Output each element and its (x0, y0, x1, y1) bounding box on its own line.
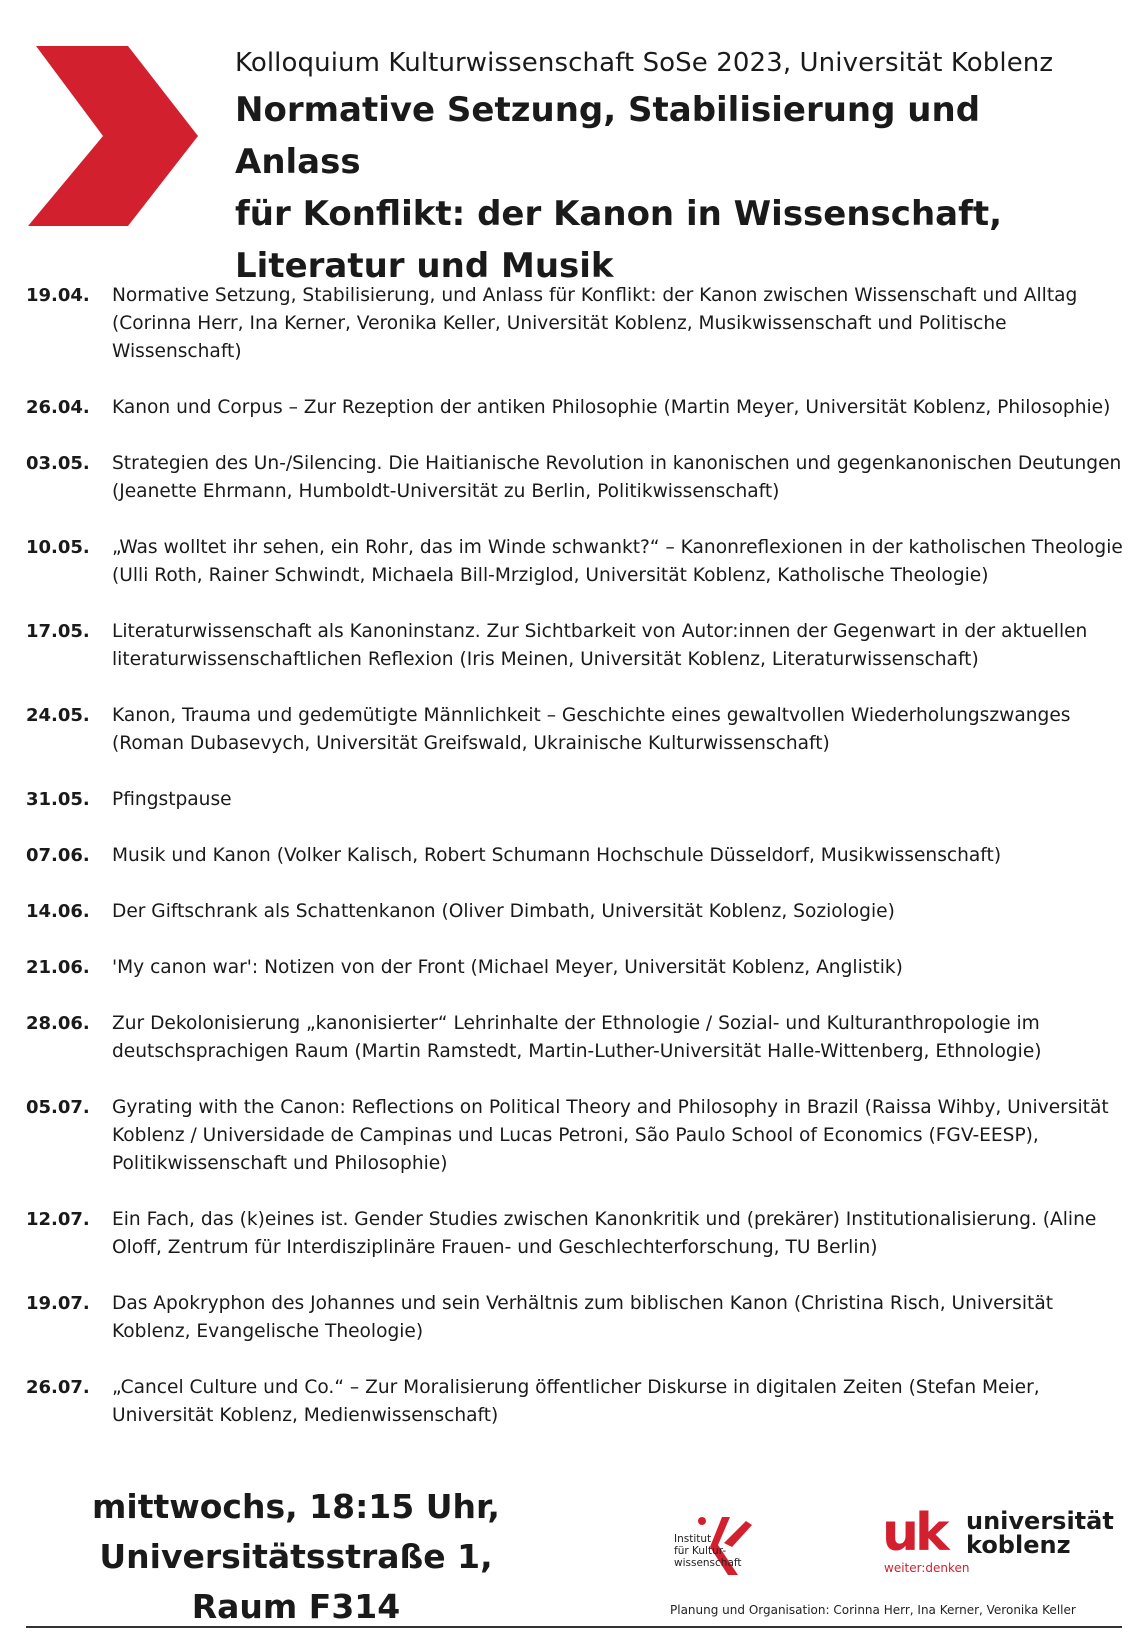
entry-date: 26.07. (26, 1377, 90, 1398)
room-line: Raum F314 (191, 1587, 401, 1626)
schedule-entry (26, 954, 1136, 982)
entry-date: 19.04. (26, 285, 90, 306)
entry-text: Zur Dekolonisierung „kanonisierter“ Lehrinhalte der Ethnologie / Sozial- und Kulturanthropologie im deutschsprachigen Raum (Martin Ramstedt, Martin-Luther-Universität Halle-Wittenberg, Ethnologie) (112, 1013, 1042, 1062)
entry-date: 31.05. (26, 789, 90, 810)
entry-text: Pfingstpause (112, 789, 232, 810)
university-name-line-2: koblenz (966, 1531, 1071, 1559)
schedule-entry (26, 898, 1136, 926)
schedule-entry (26, 450, 1136, 506)
entry-date: 10.05. (26, 537, 90, 558)
entry-text: Strategien des Un-/Silencing. Die Haitianische Revolution in kanonischen und gegenkanonischen Deutungen (Jeanette Ehrmann, Humboldt-Universität zu Berlin, Politikwissenschaft) (112, 453, 1122, 502)
event-time-location (76, 1482, 516, 1632)
schedule-entry (26, 1290, 1136, 1346)
title-line-3: Literatur und Musik (235, 246, 614, 286)
schedule-entry (26, 1374, 1136, 1430)
schedule-entry (26, 394, 1136, 422)
entry-text: Kanon, Trauma und gedemütigte Männlichkeit – Geschichte eines gewaltvollen Wiederholungszwanges (Roman Dubasevych, Universität Greifswald, Ukrainische Kulturwissenschaft) (112, 705, 1071, 754)
entry-date: 26.04. (26, 397, 90, 418)
entry-text: Normative Setzung, Stabilisierung, und Anlass für Konflikt: der Kanon zwischen Wissenschaft und Alltag (Corinna Herr, Ina Kerner, Veronika Keller, Universität Koblenz, Musikwissenschaft und Politische Wissenschaft) (112, 285, 1078, 362)
entry-text: Der Giftschrank als Schattenkanon (Oliver Dimbath, Universität Koblenz, Soziologie) (112, 901, 895, 922)
entry-date: 07.06. (26, 845, 90, 866)
colloquium-subtitle: Kolloquium Kulturwissenschaft SoSe 2023, Universität Koblenz (235, 48, 1054, 78)
entry-date: 12.07. (26, 1209, 90, 1230)
entry-date: 21.06. (26, 957, 90, 978)
red-chevron-logo (28, 46, 208, 236)
schedule-entry (26, 1094, 1136, 1178)
schedule-list (26, 282, 1136, 1458)
entry-date: 28.06. (26, 1013, 90, 1034)
entry-date: 24.05. (26, 705, 90, 726)
institut-logo-text: Institut für Kultur- wissenschaft (674, 1533, 742, 1569)
entry-text: Das Apokryphon des Johannes und sein Verhältnis zum biblischen Kanon (Christina Risch, Universität Koblenz, Evangelische Theologie) (112, 1293, 1054, 1342)
entry-date: 05.07. (26, 1097, 90, 1118)
entry-date: 03.05. (26, 453, 90, 474)
entry-text: Literaturwissenschaft als Kanoninstanz. Zur Sichtbarkeit von Autor:innen der Gegenwart in der aktuellen literaturwissenschaftlichen Reflexion (Iris Meinen, Universität Koblenz, Literaturwissenschaft) (112, 621, 1088, 670)
uk-mark: uk (882, 1503, 946, 1563)
university-name (966, 1509, 1114, 1557)
entry-text: Gyrating with the Canon: Reflections on Political Theory and Philosophy in Brazil (Raissa Wihby, Universität Koblenz / Universidade de Campinas und Lucas Petroni, São Paulo School of Economics (FGV-EESP), Politikwissenschaft und Philosophie) (112, 1097, 1109, 1174)
schedule-entry (26, 1206, 1136, 1262)
schedule-entry (26, 842, 1136, 870)
entry-date: 14.06. (26, 901, 90, 922)
university-name-line-1: universität (966, 1507, 1114, 1535)
schedule-entry (26, 702, 1136, 758)
schedule-entry (26, 786, 1136, 814)
entry-date: 17.05. (26, 621, 90, 642)
entry-text: Musik und Kanon (Volker Kalisch, Robert Schumann Hochschule Düsseldorf, Musikwissenschaft) (112, 845, 1002, 866)
schedule-entry (26, 534, 1136, 590)
title-line-1: Normative Setzung, Stabilisierung und Anlass (235, 90, 981, 182)
entry-date: 19.07. (26, 1293, 90, 1314)
schedule-entry (26, 618, 1136, 674)
planning-credits: Planung und Organisation: Corinna Herr, Ina Kerner, Veronika Keller (670, 1603, 1076, 1617)
schedule-entry (26, 282, 1136, 366)
universitaet-koblenz-logo (882, 1505, 1118, 1575)
entry-text: Kanon und Corpus – Zur Rezeption der antiken Philosophie (Martin Meyer, Universität Koblenz, Philosophie) (112, 397, 1111, 418)
title-line-2: für Konflikt: der Kanon in Wissenschaft, (235, 194, 1003, 234)
bottom-divider (26, 1626, 1122, 1628)
university-tagline: weiter:denken (884, 1561, 970, 1575)
entry-text: „Cancel Culture und Co.“ – Zur Moralisierung öffentlicher Diskurse in digitalen Zeiten (Stefan Meier, Universität Koblenz, Medienwissenschaft) (112, 1377, 1040, 1426)
time-line: mittwochs, 18:15 Uhr, (92, 1487, 500, 1526)
institut-kulturwissenschaft-logo (672, 1507, 782, 1575)
entry-text: Ein Fach, das (k)eines ist. Gender Studies zwischen Kanonkritik und (prekärer) Institutionalisierung. (Aline Oloff, Zentrum für Interdisziplinäre Frauen- und Geschlechterforschung, TU Berlin) (112, 1209, 1097, 1258)
header (235, 48, 1115, 292)
address-line: Universitätsstraße 1, (99, 1537, 493, 1576)
entry-text: „Was wolltet ihr sehen, ein Rohr, das im Winde schwankt?“ – Kanonreflexionen in der katholischen Theologie (Ulli Roth, Rainer Schwindt, Michaela Bill-Mrziglod, Universität Koblenz, Katholische Theologie) (112, 537, 1123, 586)
schedule-entry (26, 1010, 1136, 1066)
entry-text: 'My canon war': Notizen von der Front (Michael Meyer, Universität Koblenz, Anglistik) (112, 957, 903, 978)
